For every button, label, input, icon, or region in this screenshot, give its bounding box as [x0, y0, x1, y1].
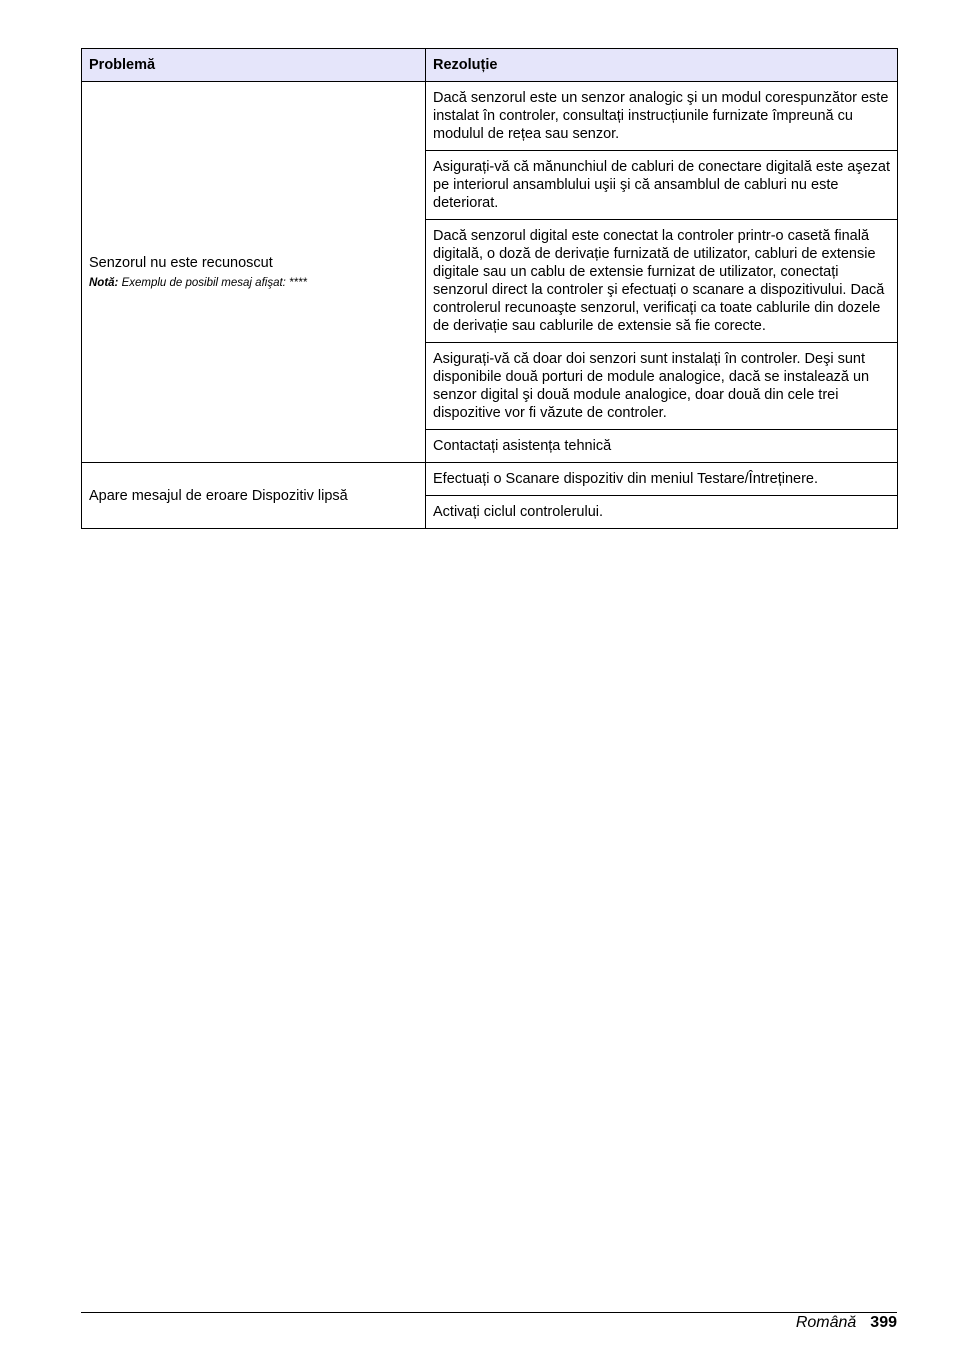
resolution-cell: Efectuați o Scanare dispozitiv din meniul Testare/Întreținere.	[426, 463, 898, 496]
problem-text: Senzorul nu este recunoscut	[89, 254, 273, 271]
resolution-cell: Asigurați-vă că mănunchiul de cabluri de conectare digitală este aşezat pe interiorul ansamblului uşii şi că ansamblul de cabluri nu este deteriorat.	[426, 151, 898, 220]
problem-cell-sensor-not-recognized	[82, 82, 426, 463]
table-row	[82, 463, 898, 496]
note-label: Notă:	[89, 276, 119, 289]
resolution-cell: Asigurați-vă că doar doi senzori sunt instalați în controler. Deşi sunt disponibile două porturi de module analogice, dacă se instalează un senzor digital şi două module analogice, doar două din cele trei dispozitive vor fi văzute de controler.	[426, 343, 898, 430]
header-problem: Problemă	[82, 49, 426, 82]
problem-note	[89, 276, 418, 291]
resolution-cell: Contactați asistența tehnică	[426, 430, 898, 463]
footer-language: Română	[795, 1314, 857, 1331]
table-header-row	[82, 49, 898, 82]
problem-text: Apare mesajul de eroare Dispozitiv lipsă	[89, 487, 348, 504]
troubleshooting-table	[81, 48, 898, 529]
resolution-cell: Dacă senzorul este un senzor analogic şi un modul corespunzător este instalat în controler, consultați instrucțiunile furnizate împreună cu modulul de rețea sau senzor.	[426, 82, 898, 151]
footer-divider	[81, 1312, 897, 1313]
page-footer	[796, 1313, 897, 1333]
problem-cell-device-missing	[82, 463, 426, 529]
page-number: 399	[870, 1314, 897, 1331]
resolution-cell: Dacă senzorul digital este conectat la controler printr-o casetă finală digitală, o doză de derivație furnizată de utilizator, cabluri de extensie digitale sau un cablu de extensie furnizat de utilizator, conectați senzorul direct la controler şi efectuați o scanare a dispozitivului. Dacă controlerul recunoaşte senzorul, verificați ca toate cablurile din dozele de derivație sau cablurile de extensie să fie corecte.	[426, 220, 898, 343]
header-resolution: Rezoluție	[426, 49, 898, 82]
resolution-cell: Activați ciclul controlerului.	[426, 496, 898, 529]
note-text: Exemplu de posibil mesaj afişat: ****	[118, 276, 307, 289]
table-row	[82, 82, 898, 151]
